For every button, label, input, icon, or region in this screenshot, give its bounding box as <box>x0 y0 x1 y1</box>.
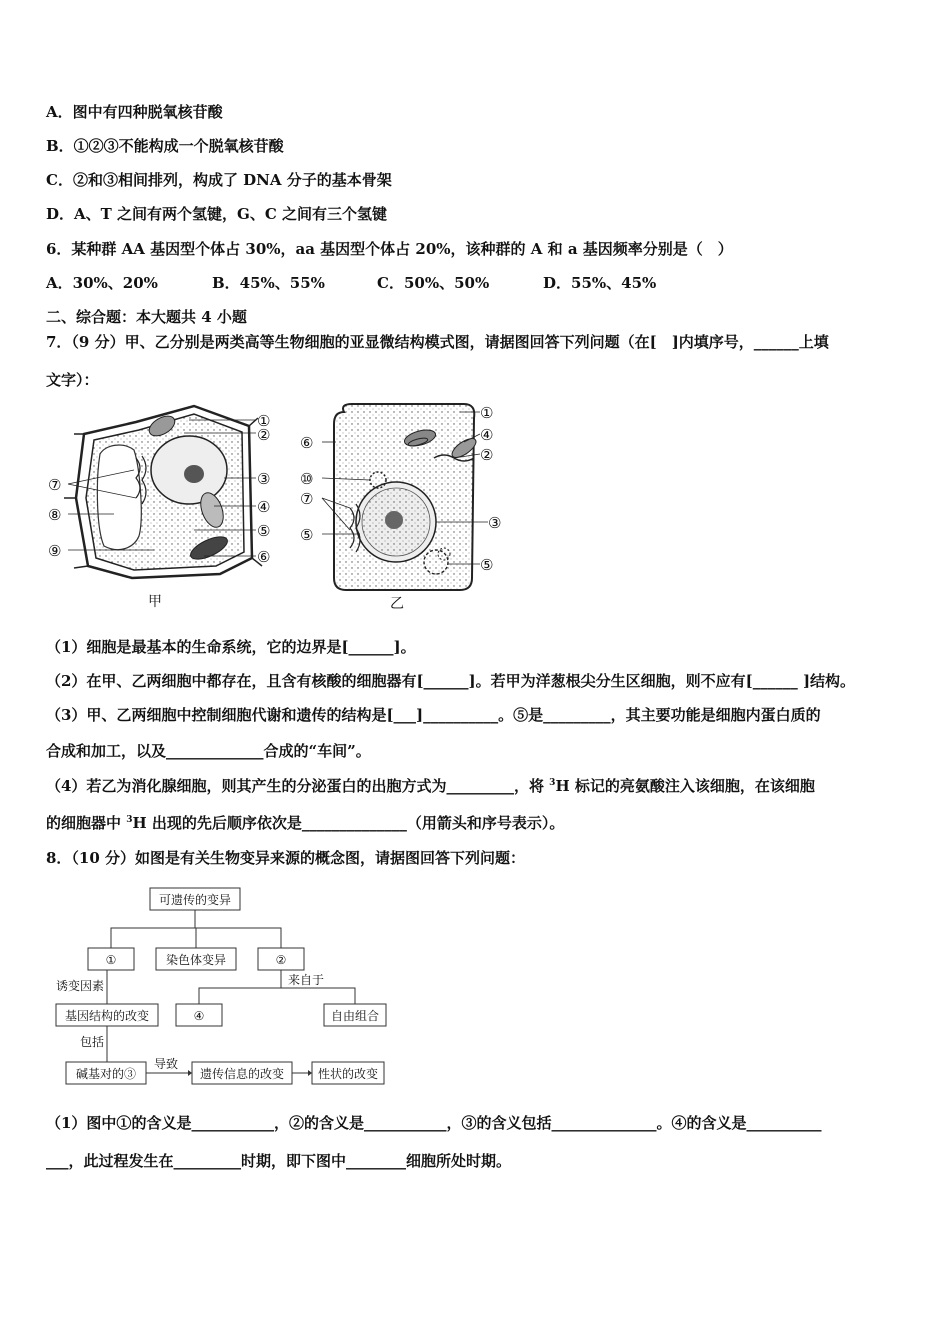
q6-stem: 6．某种群 AA 基因型个体占 30%，aa 基因型个体占 20%，该种群的 A 和 a 基因频率分别是（ ） <box>46 240 733 258</box>
q7-stem-line1: 7．（9 分）甲、乙分别是两类高等生物细胞的亚显微结构模式图，请据图回答下列问题（在[ ]内填序号，______上填 <box>46 333 829 351</box>
dg-gene-change: 基因结构的改变 <box>64 1009 150 1023</box>
dg-mutagen: 诱变因素 <box>55 979 105 993</box>
plant-cell-diagram <box>64 406 262 578</box>
dg-base: 碱基对的③ <box>75 1067 137 1081</box>
dg-include: 包括 <box>79 1035 105 1049</box>
q8-part1-line1: （1）图中①的含义是___________，②的含义是___________，③的含义包括______________。④的含义是__________ <box>46 1114 822 1132</box>
q8-stem: 8．（10 分）如图是有关生物变异来源的概念图，请据图回答下列问题： <box>46 849 526 867</box>
dg-trait: 性状的改变 <box>317 1067 379 1081</box>
q7-part2: （2）在甲、乙两细胞中都存在，且含有核酸的细胞器有[______]。若甲为洋葱根尖分生区细胞，则不应有[______ ]结构。 <box>46 672 856 690</box>
dg-free: 自由组合 <box>330 1009 380 1023</box>
q6-option-b: B．45%、55% <box>212 274 325 292</box>
q7-part4-line2: 的细胞器中 $^3$H 出现的先后顺序依次是______________（用箭头和序号表示）。 <box>46 814 565 832</box>
q7-part1: （1）细胞是最基本的生命系统，它的边界是[______]。 <box>46 638 416 656</box>
figure-label-yi: 乙 <box>390 596 404 612</box>
q5-option-d: D．A、T 之间有两个氢键，G、C 之间有三个氢键 <box>46 205 388 223</box>
q5-option-c: C．②和③相间排列，构成了 DNA 分子的基本骨架 <box>46 171 392 189</box>
dg-b2: 染色体变异 <box>165 953 227 967</box>
plant-label-3: ③ <box>257 470 271 488</box>
animal-label-2: ② <box>480 446 494 464</box>
plant-label-1: ① <box>257 412 271 430</box>
animal-label-5b: ⑤ <box>480 556 494 574</box>
animal-label-10: ⑩ <box>300 470 314 488</box>
dg-from: 来自于 <box>287 973 325 987</box>
dg-lead: 导致 <box>153 1057 179 1071</box>
q5-option-b: B．①②③不能构成一个脱氧核苷酸 <box>46 137 284 155</box>
plant-label-9: ⑨ <box>48 542 62 560</box>
animal-label-4: ④ <box>480 426 494 444</box>
dg-info: 遗传信息的改变 <box>199 1067 285 1081</box>
plant-label-5: ⑤ <box>257 522 271 540</box>
plant-label-7: ⑦ <box>48 476 62 494</box>
variation-concept-diagram <box>50 882 390 1092</box>
animal-label-6: ⑥ <box>300 434 314 452</box>
dg-b4: ④ <box>193 1009 205 1023</box>
plant-label-6: ⑥ <box>257 548 271 566</box>
dg-b1: ① <box>105 953 117 967</box>
q6-option-d: D．55%、45% <box>543 274 657 292</box>
dg-b3: ② <box>275 953 287 967</box>
plant-label-8: ⑧ <box>48 506 62 524</box>
q6-option-a: A．30%、20% <box>46 274 158 292</box>
q7-part3-line2: 合成和加工，以及_____________合成的“车间”。 <box>46 742 371 760</box>
animal-label-1: ① <box>480 404 494 422</box>
animal-label-3: ③ <box>488 514 502 532</box>
section-title: 二、综合题：本大题共 4 小题 <box>46 308 247 326</box>
cell-structure-figure <box>44 398 524 616</box>
figure-label-jia: 甲 <box>148 594 162 610</box>
q6-option-c: C．50%、50% <box>377 274 490 292</box>
q8-part1-line2: ___，此过程发生在_________时期，即下图中________细胞所处时期。 <box>46 1152 512 1170</box>
plant-label-4: ④ <box>257 498 271 516</box>
animal-cell-diagram <box>334 404 479 590</box>
animal-label-5a: ⑤ <box>300 526 314 544</box>
plant-label-2: ② <box>257 426 271 444</box>
q7-part4-line1: （4）若乙为消化腺细胞，则其产生的分泌蛋白的出胞方式为_________，将 $^3$H 标记的亮氨酸注入该细胞，在该细胞 <box>46 777 815 795</box>
q7-part3-line1: （3）甲、乙两细胞中控制细胞代谢和遗传的结构是[___]__________。⑤是_________，其主要功能是细胞内蛋白质的 <box>46 706 821 724</box>
q5-option-a: A．图中有四种脱氧核苷酸 <box>46 103 223 121</box>
animal-label-7: ⑦ <box>300 490 314 508</box>
q7-stem-line2: 文字）： <box>46 371 99 389</box>
dg-top: 可遗传的变异 <box>158 893 232 907</box>
